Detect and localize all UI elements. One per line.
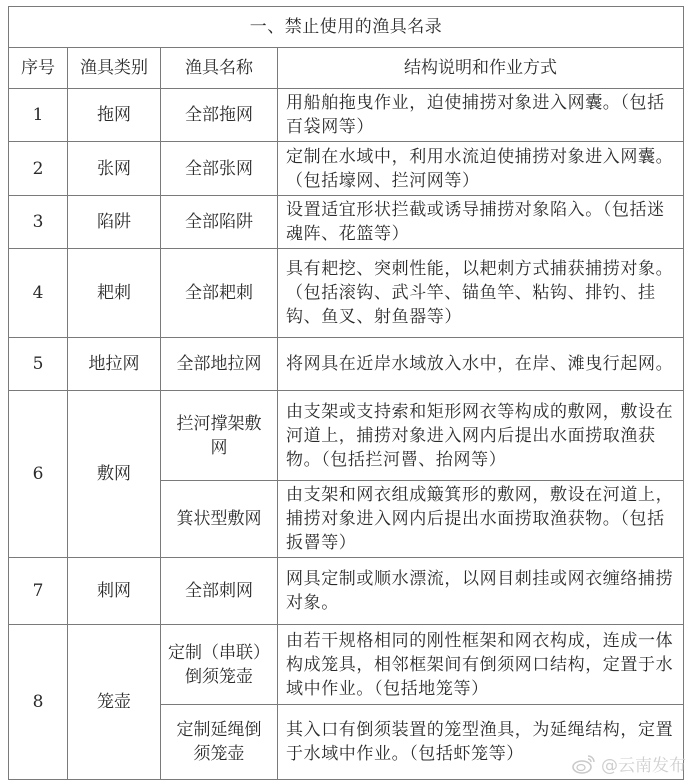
- table-title: 一、禁止使用的渔具名录: [9, 7, 684, 48]
- watermark-text: @云南发布: [601, 756, 686, 776]
- row-gear-name: 全部陷阱: [161, 196, 278, 249]
- row-description: 由支架或支持索和矩形网衣等构成的敷网，敷设在河道上，捕捞对象进入网内后提出水面捞取渔获物。（包括拦河罾、抬网等）: [278, 391, 684, 481]
- row-description: 其入口有倒须装置的笼型渔具，为延绳结构，定置于水域中作业。（包括虾笼等）: [278, 705, 684, 780]
- row-no: 8: [9, 625, 68, 780]
- banned-fishing-gear-table: [8, 6, 684, 780]
- row-category: 陷阱: [68, 196, 161, 249]
- row-no: 1: [9, 89, 68, 142]
- row-gear-name: 箕状型敷网: [161, 481, 278, 558]
- row-description: 将网具在近岸水域放入水中，在岸、滩曳行起网。: [278, 338, 684, 391]
- table-row: [9, 625, 684, 705]
- row-description: 具有耙挖、突刺性能，以耙刺方式捕获捕捞对象。（包括滚钩、武斗竿、锚鱼竿、粘钩、排钓、挂钩、鱼叉、射鱼器等）: [278, 249, 684, 338]
- header-row: [9, 48, 684, 89]
- row-no: 4: [9, 249, 68, 338]
- table-row: [9, 196, 684, 249]
- row-category: 刺网: [68, 558, 161, 625]
- row-category: 耙刺: [68, 249, 161, 338]
- row-description: 用船舶拖曳作业，迫使捕捞对象进入网囊。（包括百袋网等）: [278, 89, 684, 142]
- row-category: 张网: [68, 142, 161, 196]
- column-header-category: 渔具类别: [68, 48, 161, 89]
- table-row: [9, 391, 684, 481]
- row-no: 2: [9, 142, 68, 196]
- row-gear-name: 全部张网: [161, 142, 278, 196]
- row-description: 设置适宜形状拦截或诱导捕捞对象陷入。（包括迷魂阵、花篮等）: [278, 196, 684, 249]
- table-row: [9, 249, 684, 338]
- row-gear-name: 全部耙刺: [161, 249, 278, 338]
- row-category: 地拉网: [68, 338, 161, 391]
- row-category: 笼壶: [68, 625, 161, 780]
- weibo-watermark: [571, 751, 686, 776]
- row-gear-name: 全部地拉网: [161, 338, 278, 391]
- row-gear-name: 拦河撑架敷网: [161, 391, 278, 481]
- weibo-icon: [571, 753, 597, 775]
- row-category: 敷网: [68, 391, 161, 558]
- row-gear-name: 全部刺网: [161, 558, 278, 625]
- row-description: 由若干规格相同的刚性框架和网衣构成，连成一体构成笼具，相邻框架间有倒须网口结构，定置于水域中作业。（包括地笼等）: [278, 625, 684, 705]
- table-row: [9, 89, 684, 142]
- row-no: 6: [9, 391, 68, 558]
- row-category: 拖网: [68, 89, 161, 142]
- row-gear-name: 定制延绳倒须笼壶: [161, 705, 278, 780]
- table-row: [9, 142, 684, 196]
- row-gear-name: 定制（串联）倒须笼壶: [161, 625, 278, 705]
- row-no: 7: [9, 558, 68, 625]
- table-row: [9, 558, 684, 625]
- title-row: [9, 7, 684, 48]
- row-gear-name: 全部拖网: [161, 89, 278, 142]
- row-no: 5: [9, 338, 68, 391]
- table-row: [9, 338, 684, 391]
- column-header-description: 结构说明和作业方式: [278, 48, 684, 89]
- row-description: 网具定制或顺水漂流，以网目刺挂或网衣缠络捕捞对象。: [278, 558, 684, 625]
- column-header-name: 渔具名称: [161, 48, 278, 89]
- row-description: 定制在水域中，利用水流迫使捕捞对象进入网囊。（包括壕网、拦河网等）: [278, 142, 684, 196]
- row-description: 由支架和网衣组成簸箕形的敷网，敷设在河道上，捕捞对象进入网内后提出水面捞取渔获物。（包括扳罾等）: [278, 481, 684, 558]
- row-no: 3: [9, 196, 68, 249]
- column-header-no: 序号: [9, 48, 68, 89]
